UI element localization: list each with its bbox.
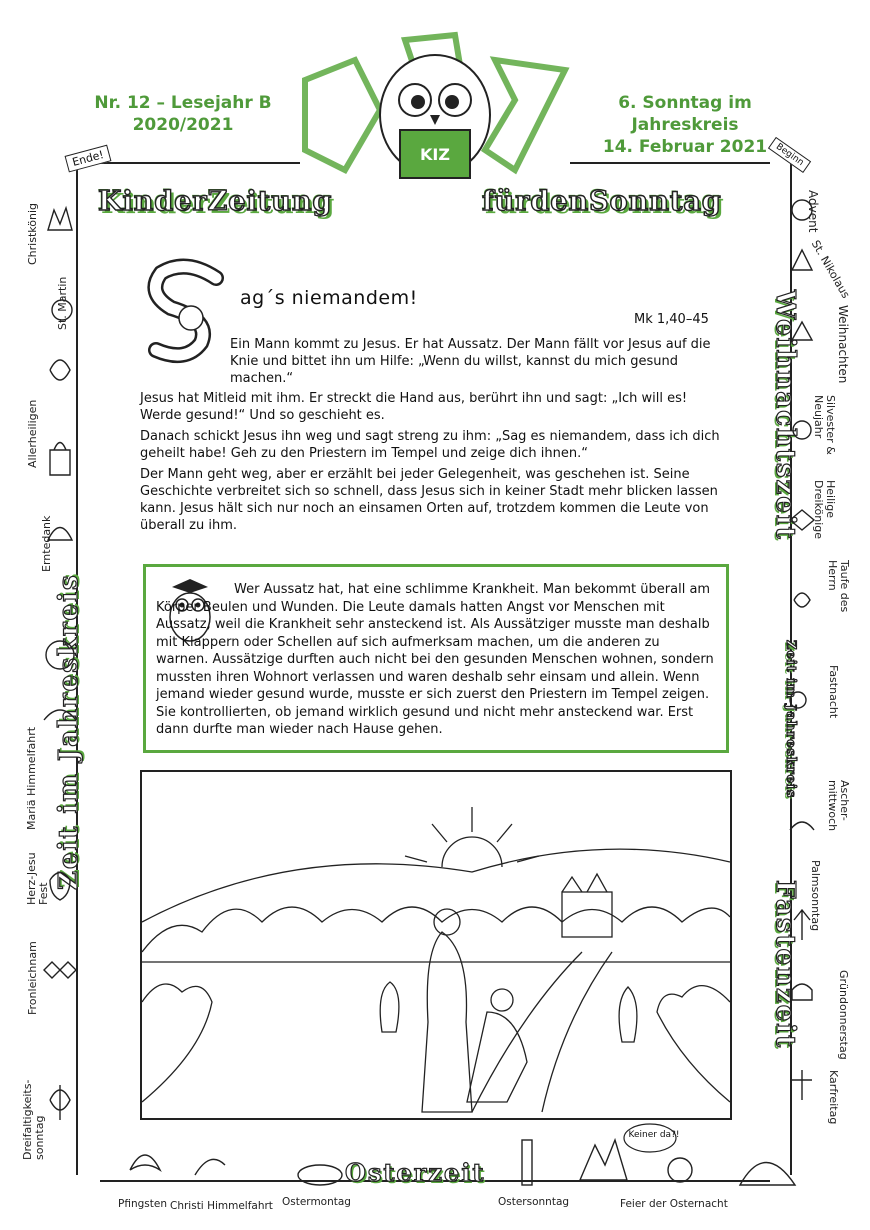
story-paragraph-3: Danach schickt Jesus ihn weg und sagt streng zu ihm: „Sag es niemandem, dass ich dich geheilt habe! Geh zu den Priestern im Tempel und zeige dich ihnen.“ xyxy=(140,429,720,461)
chalice-icon xyxy=(792,984,812,1000)
owl-umbrella-icon xyxy=(179,306,203,330)
issue-line: Nr. 12 – Lesejahr B xyxy=(94,93,272,113)
label-osternacht: Feier der Osternacht xyxy=(620,1198,728,1210)
speech-text: Keiner da?! xyxy=(628,1130,680,1140)
sun-rays xyxy=(405,807,539,862)
issue-number xyxy=(88,92,278,136)
label-dreikoenige: Heilige Dreikönige xyxy=(812,480,837,540)
label-gruendonnerstag: Gründonnerstag xyxy=(837,970,850,1060)
owl-reading-icon xyxy=(46,641,74,669)
label-mariae-himmelfahrt: Mariä Himmelfahrt xyxy=(25,726,38,830)
ende-sign: Ende! xyxy=(65,145,112,173)
easter-candle-icon xyxy=(522,1140,532,1185)
label-dreifaltigkeit: Dreifaltigkeits-sonntag xyxy=(21,1079,46,1160)
easter-fire-icon xyxy=(580,1140,627,1180)
right-small-label: Zeit im Jahreskreis xyxy=(783,640,798,799)
firework-icon xyxy=(793,421,811,439)
lamb-icon xyxy=(298,1165,342,1185)
banner-right: fürdenSonntag xyxy=(482,186,722,217)
banner-left: KinderZeitung xyxy=(98,186,333,217)
cloud-icon xyxy=(195,1159,225,1175)
label-taufe: Taufe des Herrn xyxy=(826,560,851,613)
label-fastnacht: Fastnacht xyxy=(827,665,840,719)
left-big-label: Zeit im Jahreskreis xyxy=(54,573,84,890)
sun-icon xyxy=(442,837,502,867)
bush-right-icon xyxy=(657,986,730,1102)
jesus-figure-icon xyxy=(422,932,472,1112)
umbrella-icon xyxy=(44,710,76,720)
info-text: Wer Aussatz hat, hat eine schlimme Krankheit. Man bekommt überall am Körper Beulen und Wunden. Die Leute damals hatten Angst vor Menschen mit Aussatz, weil die Krankheit sehr ansteckend ist. Als Aussätziger musste man deshalb mit Klappern oder Schellen auf sich aufmerksam machen, um die anderen zu warnen. Aussätzige durften auch nicht bei den gesunden Menschen wohnen, sondern mussten ihren Wohnort verlassen und waren deshalb sehr einsam und allein. Wenn jemand wieder gesund wurde, musste er sich zuerst den Priestern im Tempel zeigen. Sie kontrollierten, ob jemand wirklich gesund und nicht mehr ansteckend war. Erst dann durfte man wieder nach Hause gehen. xyxy=(156,582,714,737)
left-frame-icons xyxy=(40,200,80,1160)
label-christkoenig: Christkönig xyxy=(26,203,39,265)
path-road xyxy=(472,952,612,1112)
candle-icon xyxy=(50,443,70,476)
label-nikolaus: St. Nikolaus xyxy=(808,238,853,301)
label-palmsonntag: Palmsonntag xyxy=(809,860,822,932)
harvest-basket-icon xyxy=(48,528,72,541)
bible-reference: Mk 1,40–45 xyxy=(634,312,709,327)
flame-dove-icon xyxy=(130,1155,160,1170)
advent-wreath-icon xyxy=(792,200,812,220)
ash-cross-icon xyxy=(790,822,814,830)
label-st-martin: St. Martin xyxy=(56,276,69,330)
beginn-sign: Beginn xyxy=(768,137,812,173)
label-herz-jesu: Herz-Jesu Fest xyxy=(25,852,50,905)
story-paragraph-1: Ein Mann kommt zu Jesus. Er hat Aussatz. Der Mann fällt vor Jesus auf die Knie und bittet ihn um Hilfe: „Wenn du willst, kannst du mich gesund machen.“ xyxy=(230,337,711,386)
label-aschermittwoch: Ascher-mittwoch xyxy=(826,780,851,832)
bishop-mitre-icon xyxy=(792,250,812,270)
year-line: 2020/2021 xyxy=(132,115,234,135)
star-icon xyxy=(792,322,812,340)
lantern-icon xyxy=(52,300,72,320)
label-ostersonntag: Ostersonntag xyxy=(498,1196,570,1208)
story-title: ag´s niemandem! xyxy=(240,287,418,309)
palm-icon xyxy=(794,910,810,940)
trinity-knot-icon xyxy=(50,1085,70,1120)
label-ostermontag: Ostermontag xyxy=(282,1196,351,1208)
label-silvester: Silvester & Neujahr xyxy=(812,395,837,455)
sunday-line: 6. Sonntag im Jahreskreis xyxy=(618,93,752,135)
label-fronleichnam: Fronleichnam xyxy=(26,941,39,1015)
label-advent: Advent xyxy=(806,190,820,233)
coloring-illustration xyxy=(140,770,732,1120)
story-paragraph-2: Jesus hat Mitleid mit ihm. Er streckt die Hand aus, berührt ihn und sagt: „Ich will es! Werde gesund!“ Und so geschieht es. xyxy=(140,391,688,423)
date-line: 14. Februar 2021 xyxy=(602,137,768,157)
mask-icon xyxy=(790,692,806,708)
bush-left-icon xyxy=(142,984,212,1102)
right-big-label-1: Weihnachtszeit xyxy=(770,290,800,541)
label-pfingsten: Pfingsten xyxy=(118,1198,167,1210)
cypress-icon-2 xyxy=(619,987,637,1042)
bottom-frame-icons xyxy=(90,1120,810,1200)
logo-text: KIZ xyxy=(420,145,450,164)
story-paragraph-4: Der Mann geht weg, aber er erzählt bei jeder Gelegenheit, was geschehen ist. Seine Geschichte verbreitet sich so schnell, dass Jesus sich in keiner Stadt mehr blicken lassen kann. Jesus hält sich nur noch an einsamen Orten auf, trotzdem kommen die Leute von überall zu ihm. xyxy=(140,467,718,533)
frame-top-right-line xyxy=(570,162,770,164)
goose-icon xyxy=(50,360,70,380)
label-karfreitag: Karfreitag xyxy=(827,1070,840,1125)
sun-icon xyxy=(44,962,76,978)
right-frame-icons xyxy=(782,190,822,1140)
info-box xyxy=(143,564,729,753)
dove-icon xyxy=(794,593,810,607)
kiz-logo xyxy=(285,20,585,200)
crown-icon xyxy=(48,208,72,230)
empty-tomb-icon xyxy=(740,1163,795,1186)
label-erntedank: Erntedank xyxy=(40,515,53,572)
date-block xyxy=(580,92,790,158)
right-big-label-2: Fastenzeit xyxy=(770,880,800,1050)
frame-top-left-line xyxy=(100,162,300,164)
heart-icon xyxy=(50,873,70,901)
city-icon xyxy=(562,892,612,937)
cross-icon xyxy=(792,1070,812,1100)
label-christi-himmelfahrt: Christi Himmelfahrt xyxy=(170,1200,273,1212)
cypress-icon xyxy=(380,982,399,1032)
bottom-big-label: Osterzeit xyxy=(345,1158,486,1187)
hills-line xyxy=(142,849,730,922)
crown-small-icon xyxy=(790,510,814,530)
label-weihnachten: Weihnachten xyxy=(836,305,850,384)
label-allerheiligen: Allerheiligen xyxy=(26,399,39,468)
kneeling-man-icon xyxy=(467,1012,527,1102)
owl-hiding-icon xyxy=(668,1158,692,1182)
drop-cap xyxy=(146,258,226,368)
